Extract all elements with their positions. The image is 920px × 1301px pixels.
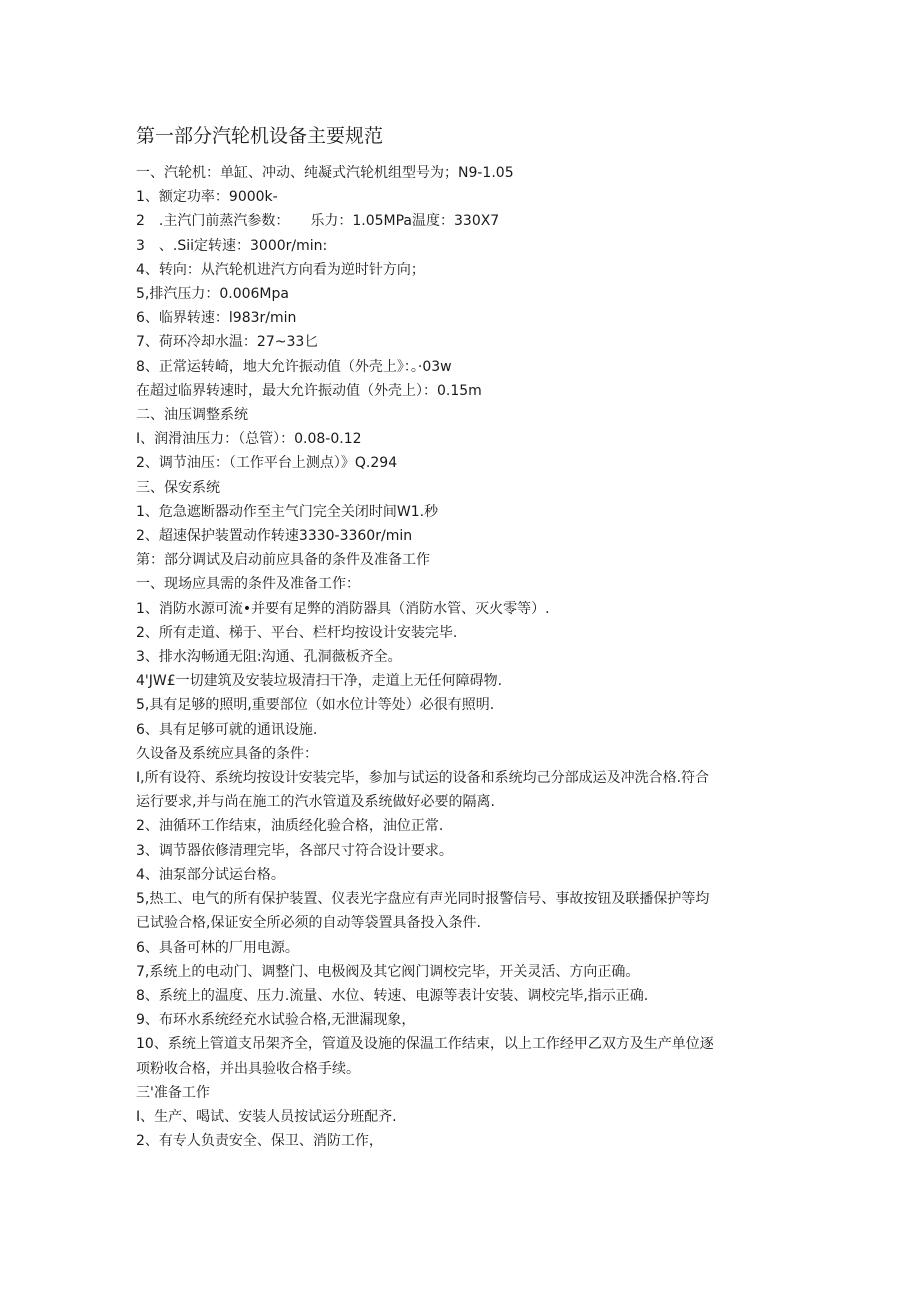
section-heading: 第：部分调试及启动前应具备的条件及准备工作 <box>136 552 430 569</box>
text-line: 3、排水沟畅通无阻:沟通、孔洞薇板齐全。 <box>136 649 402 666</box>
text-line: 2 .主汽门前蒸汽参数： 乐力：1.05MPa温度：330X7 <box>136 213 500 230</box>
text-line: 项粉收合格，并出具验收合格手续。 <box>136 1060 360 1077</box>
document-body <box>136 161 786 1153</box>
section-heading: 三、保安系统 <box>136 479 220 496</box>
text-line: 1、危急遮断器动作至主气门完全关闭时间W1.秒 <box>136 503 439 520</box>
text-line: 8、正常运转崎，地大允许振动值（外壳上》：。·03w <box>136 358 452 375</box>
text-line: 2、超速保护装置动作转速3330-3360r/min <box>136 528 413 545</box>
text-line: I、润滑油压力：（总管）：0.08-0.12 <box>136 431 362 448</box>
text-line: 已试验合格,保证安全所必须的自动等袋置具备投入条件. <box>136 915 481 932</box>
text-line: 10、系统上管道支吊架齐全，管道及设施的保温工作结束，以上工作经甲乙双方及生产单位逐 <box>136 1036 714 1053</box>
text-line: 2、有专人负责安全、保卫、消防工作， <box>136 1133 383 1150</box>
text-line: 6、临界转速：l983r/min <box>136 310 297 327</box>
text-line: 6、具有足够可就的通讯设施. <box>136 721 318 738</box>
text-line: 4、转向：从汽轮机进汽方向看为逆时针方向； <box>136 261 425 278</box>
text-line: 5,排汽压力：0.006Mpa <box>136 286 289 303</box>
text-line: 3、调节器依修清理完毕，各部尺寸符合设计要求。 <box>136 842 453 859</box>
section-heading: 二、油压调整系统 <box>136 407 248 424</box>
text-line: 运行要求,并与尚在施工的汽水管道及系统做好必要的隔离. <box>136 794 495 811</box>
text-line: I、生产、喝试、安装人员按试运分班配齐. <box>136 1108 397 1125</box>
text-line: 5,热工、电气的所有保护装置、仪表光字盘应有声光同时报警信号、事故按钮及联播保护等均 <box>136 891 710 908</box>
text-line: 4、油泵部分试运台格。 <box>136 866 285 883</box>
text-line: 1、额定功率：9000k- <box>136 189 278 206</box>
section-heading: 三'准备工作 <box>136 1084 210 1101</box>
text-line: 2、油循环工作结束，油质经化验合格，油位正常. <box>136 818 444 835</box>
text-line: 1、消防水源可流•并要有足弊的消防器具（消防水管、灭火零等）. <box>136 600 550 617</box>
text-line: 8、系统上的温度、压力.流量、水位、转速、电源等表计安装、调校完毕,指示正确. <box>136 987 649 1004</box>
text-line: I,所有设符、系统均按设计安装完毕，参加与试运的设备和系统均己分部成运及冲洗合格.符合 <box>136 770 710 787</box>
text-line: 7,系统上的电动门、调整门、电极阀及其它阀门调校完毕，开关灵活、方向正确。 <box>136 963 640 980</box>
section-heading: 久设备及系统应具备的条件： <box>136 745 318 762</box>
text-line: 3 、.Sii定转速：3000r/min: <box>136 237 328 254</box>
text-line: 6、具备可林的厂用电源。 <box>136 939 299 956</box>
text-line: 在超过临界转速时，最大允许振动值（外壳上）：0.15m <box>136 382 482 399</box>
text-line: 7、荷环冷却水温：27~33匕 <box>136 334 319 351</box>
text-line: 4'JW£一切建筑及安装垃圾清扫干净，走道上无任何障碍物. <box>136 673 503 690</box>
text-line: 2、所有走道、梯于、平台、栏杆均按设计安装完毕. <box>136 624 458 641</box>
section-heading: 一、现场应具需的条件及准备工作： <box>136 576 360 593</box>
document-title: 第一部分汽轮机设备主要规范 <box>136 125 384 147</box>
text-line: 5,具有足够的照明,重要部位（如水位计等处）必很有照明. <box>136 697 495 714</box>
text-line: 9、布环水系统经充水试验合格,无泄漏现象， <box>136 1012 416 1029</box>
text-line: 2、调节油压：（工作平台上测点）》Q.294 <box>136 455 398 472</box>
text-line: 一、汽轮机：单缸、冲动、纯凝式汽轮机组型号为；N9-1.05 <box>136 165 514 181</box>
